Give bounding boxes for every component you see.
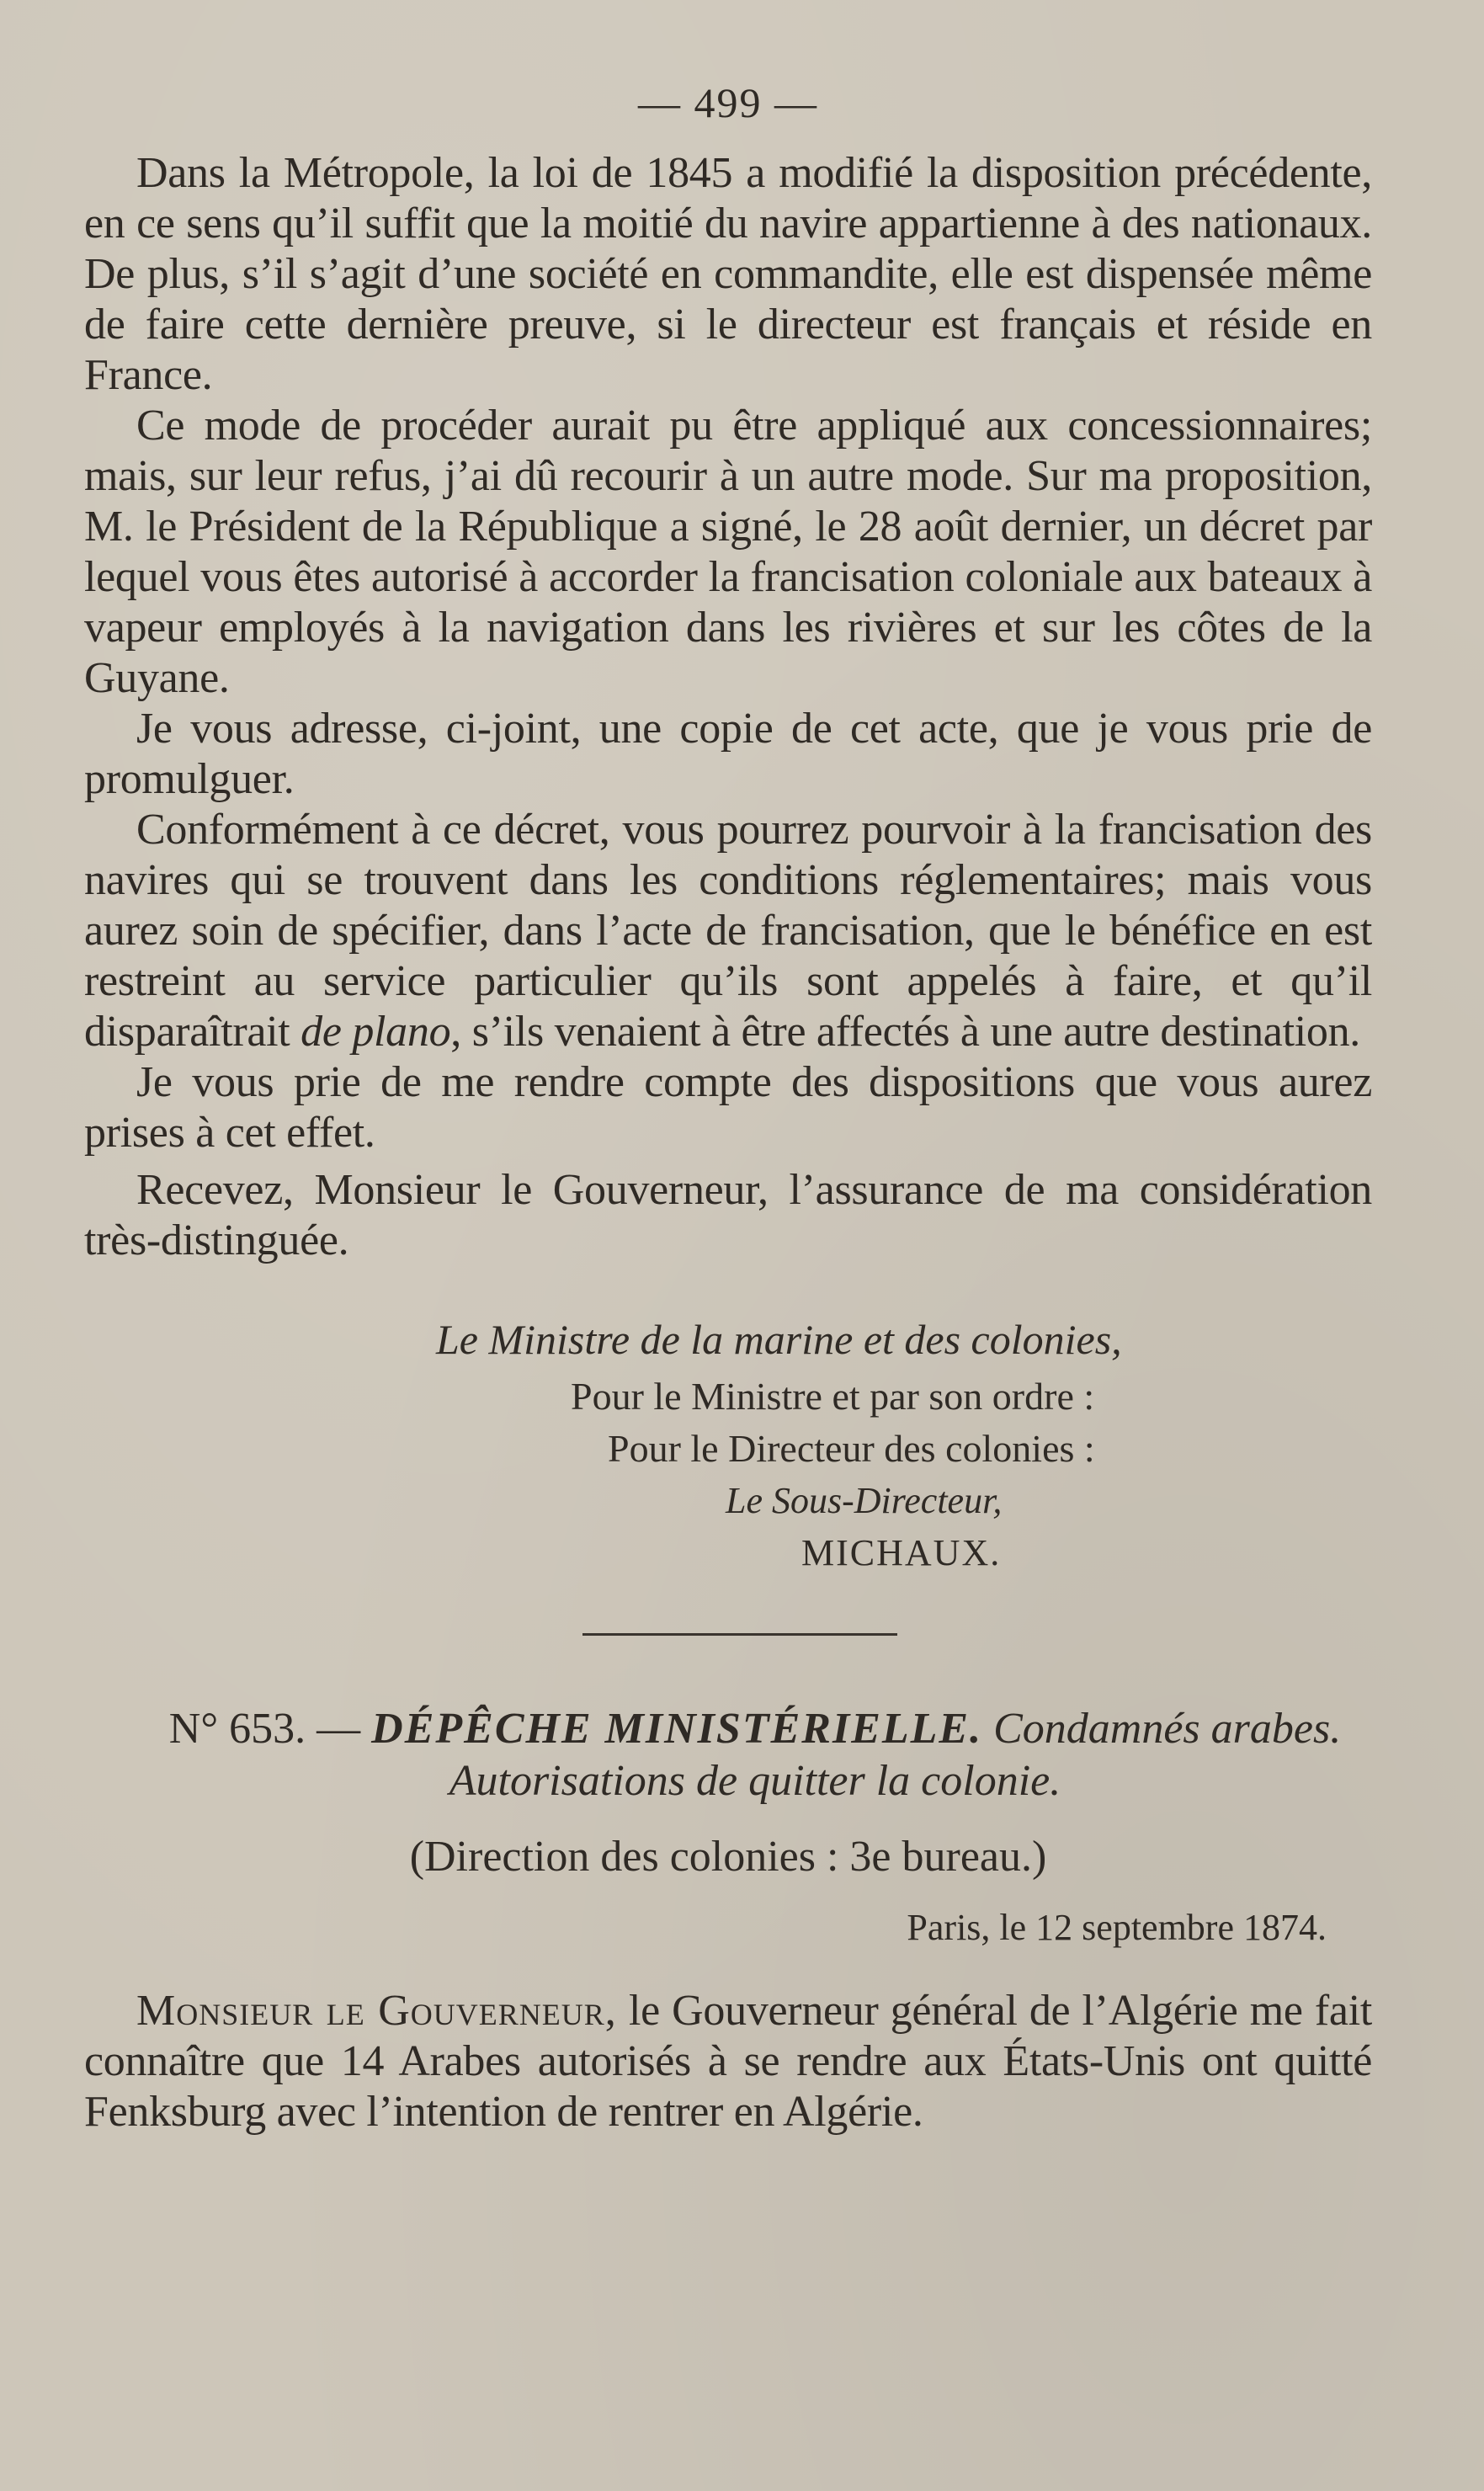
paragraph-5: Je vous prie de me rendre compte des dispositions que vous aurez prises à cet effet. [84,1058,1372,1157]
text-column [84,77,1372,2137]
section-divider [582,1633,897,1636]
paragraph-4 [84,805,1372,1057]
paragraph-6: Recevez, Monsieur le Gouverneur, l’assurance de ma considération très-distinguée. [84,1166,1372,1264]
dispatch-salutation: Monsieur le Gouverneur, [136,1987,617,2035]
page-number: — 499 — [638,79,818,126]
paragraph-1: Dans la Métropole, la loi de 1845 a modifié la disposition précédente, en ce sens qu’il suffit que la moitié du navire appartienne à des nationaux. De plus, s’il s’agit d’une société en commandite, elle est dispensée même de faire cette dernière preuve, si le directeur est français et réside en France. [84,149,1372,399]
signature-minister: Le Ministre de la marine et des colonies, [436,1316,1122,1363]
signature-block [84,1315,1372,1578]
paragraph-4-italic: de plano [301,1008,451,1056]
paragraph-3: Je vous adresse, ci-joint, une copie de cet acte, que je vous prie de promulguer. [84,705,1372,803]
dispatch-title [84,1703,1372,1807]
dispatch-direction: (Direction des colonies : 3e bureau.) [409,1833,1047,1881]
dispatch-body [84,1986,1372,2137]
dispatch-body-text: le Gouverneur général de l’Algérie me fait connaître que 14 Arabes autorisés à se rendre aux États-Unis ont quitté Fenksburg avec l’intention de rentrer en Algérie. [84,1987,1372,2136]
paragraph-4-text: Conformément à ce décret, vous pourrez pourvoir à la francisation des navires qui se trouvent dans les conditions réglementaires; mais vous aurez soin de spécifier, dans l’acte de francisation, que le bénéfice en est restreint au service particulier qu’ils sont appelés à faire, et qu’il disparaîtrait [84,806,1372,1056]
dispatch-subject: Condamnés arabes. Autorisations de quitter la colonie. [449,1705,1342,1805]
paragraph-4-end: , s’ils venaient à être affectés à une autre destination. [450,1008,1360,1056]
signature-director: Pour le Directeur des colonies : [608,1427,1095,1470]
signature-name: MICHAUX. [801,1532,1002,1573]
signature-subdirector: Le Sous-Directeur, [726,1480,1003,1521]
paragraph-2: Ce mode de procéder aurait pu être appliqué aux concessionnaires; mais, sur leur refus, j’ai dû recourir à un autre mode. Sur ma proposition, M. le Président de la République a signé, le 28 août dernier, un décret par lequel vous êtes autorisé à accorder la francisation coloniale aux bateaux à vapeur employés à la navigation dans les rivières et sur les côtes de la Guyane. [84,402,1372,702]
dispatch-dateline: Paris, le 12 septembre 1874. [907,1907,1327,1948]
dispatch-number: N° 653. — [168,1705,372,1753]
dispatch-title-caps: DÉPÊCHE MINISTÉRIELLE. [371,1705,983,1753]
signature-order: Pour le Ministre et par son ordre : [571,1375,1095,1418]
